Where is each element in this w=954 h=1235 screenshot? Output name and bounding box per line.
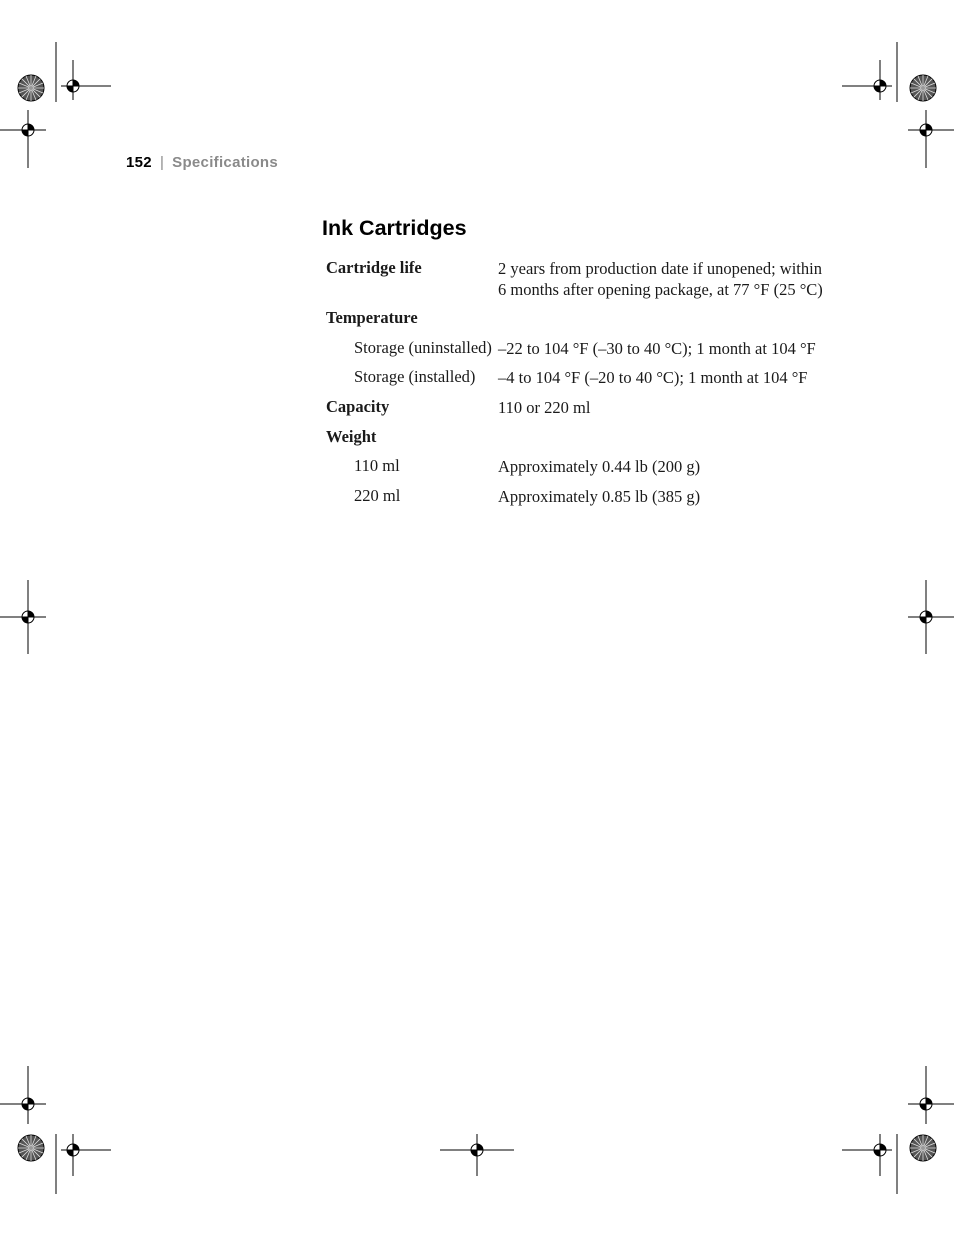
- spec-value: Approximately 0.44 lb (200 g): [498, 457, 701, 476]
- spec-value-line: 6 months after opening package, at 77 °F (25 °C): [498, 280, 823, 299]
- spec-value-line: 2 years from production date if unopened; within: [498, 259, 822, 278]
- running-head: [126, 154, 278, 171]
- spec-sublabel: 110 ml: [354, 456, 400, 475]
- spec-value: –4 to 104 °F (–20 to 40 °C); 1 month at 104 °F: [498, 368, 808, 387]
- spec-label: Weight: [326, 427, 377, 446]
- chapter-title: Specifications: [172, 154, 279, 171]
- spec-label: Temperature: [326, 308, 418, 327]
- spec-sublabel: 220 ml: [354, 486, 401, 505]
- spec-value: –22 to 104 °F (–30 to 40 °C); 1 month at 104 °F: [498, 339, 816, 358]
- running-head-separator: |: [159, 154, 165, 171]
- section-title: Ink Cartridges: [322, 216, 467, 240]
- spec-sublabel: Storage (installed): [354, 367, 476, 386]
- spec-value: 110 or 220 ml: [498, 398, 591, 417]
- spec-value: Approximately 0.85 lb (385 g): [498, 487, 701, 506]
- spec-sublabel: Storage (uninstalled): [354, 338, 492, 357]
- spec-label: Capacity: [326, 397, 390, 416]
- spec-label: Cartridge life: [326, 258, 422, 277]
- spec-value: [498, 258, 846, 300]
- page-number: 152: [126, 154, 152, 171]
